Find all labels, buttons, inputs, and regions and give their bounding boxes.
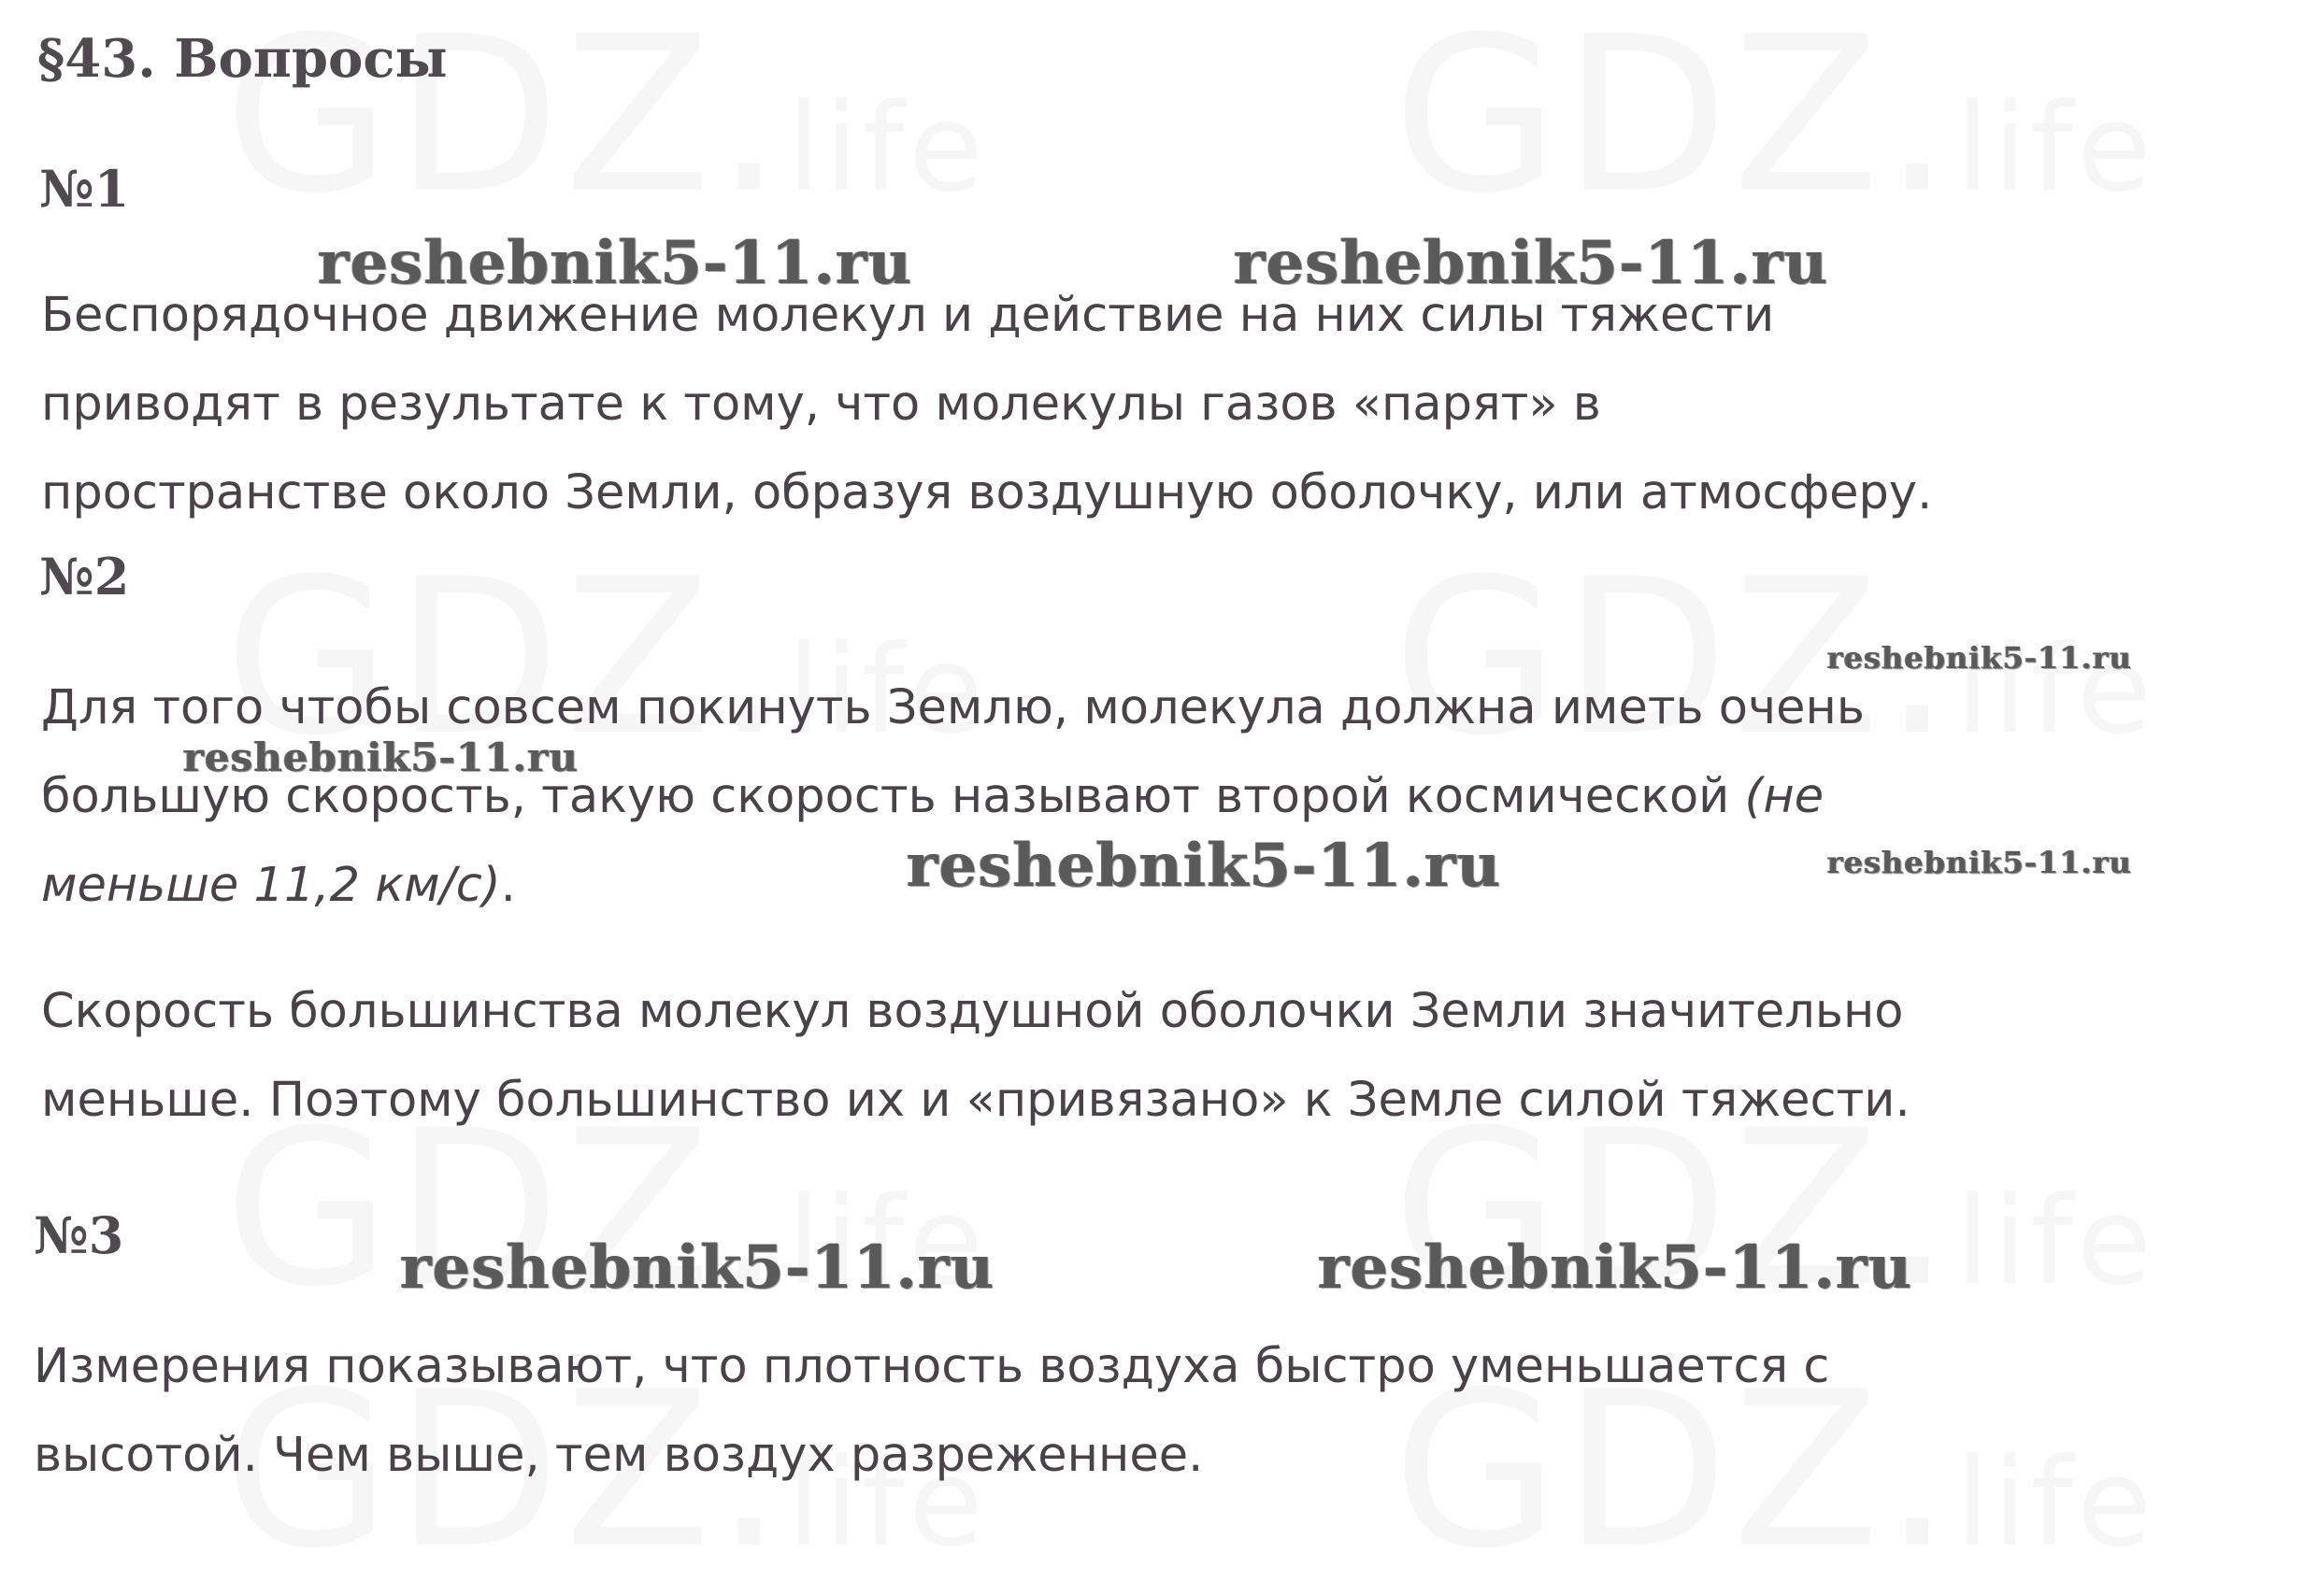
answer-text: . [500,858,516,913]
answer-line: Измерения показывают, что плотность воздуха быстро уменьшается с [34,1339,1830,1394]
site-watermark: reshebnik5-11.ru [1234,228,1829,298]
answer-text: большую скорость, такую скорость называют второй космической [41,769,1745,824]
site-watermark: reshebnik5-11.ru [183,734,580,780]
question-3-label: №3 [34,1205,124,1265]
section-title: §43. Вопросы [37,28,448,90]
answer-line: Скорость большинства молекул воздушной оболочки Земли значительно [41,984,1904,1039]
background-watermark [1393,9,2155,224]
site-watermark: reshebnik5-11.ru [1827,640,2133,676]
question-1-answer [41,271,2284,537]
question-2-answer-paragraph-2 [41,967,2284,1145]
answer-line: меньше. Поэтому большинство их и «привязано» к Земле силой тяжести. [41,1073,1910,1128]
site-watermark: reshebnik5-11.ru [907,831,1502,901]
answer-line: высотой. Чем выше, тем воздух разреженнее. [34,1428,1204,1483]
site-watermark: reshebnik5-11.ru [318,228,913,298]
answer-line: пространстве около Земли, образуя воздушную оболочку, или атмосферу. [41,465,1933,520]
question-1-label: №1 [39,159,130,219]
answer-italic-text: (не [1744,769,1824,824]
answer-line: Беспорядочное движение молекул и действие на них силы тяжести [41,288,1775,343]
answer-italic-text: меньше 11,2 км/с) [41,858,501,913]
question-2-label: №2 [39,547,130,606]
question-3-answer [34,1322,2277,1500]
site-watermark: reshebnik5-11.ru [1318,1233,1913,1303]
answer-line: Для того чтобы совсем покинуть Землю, молекула должна иметь очень [41,680,1865,735]
site-watermark: reshebnik5-11.ru [1827,845,2133,880]
site-watermark: reshebnik5-11.ru [400,1233,995,1303]
answer-line: приводят в результате к тому, что молекулы газов «парят» в [41,377,1601,432]
